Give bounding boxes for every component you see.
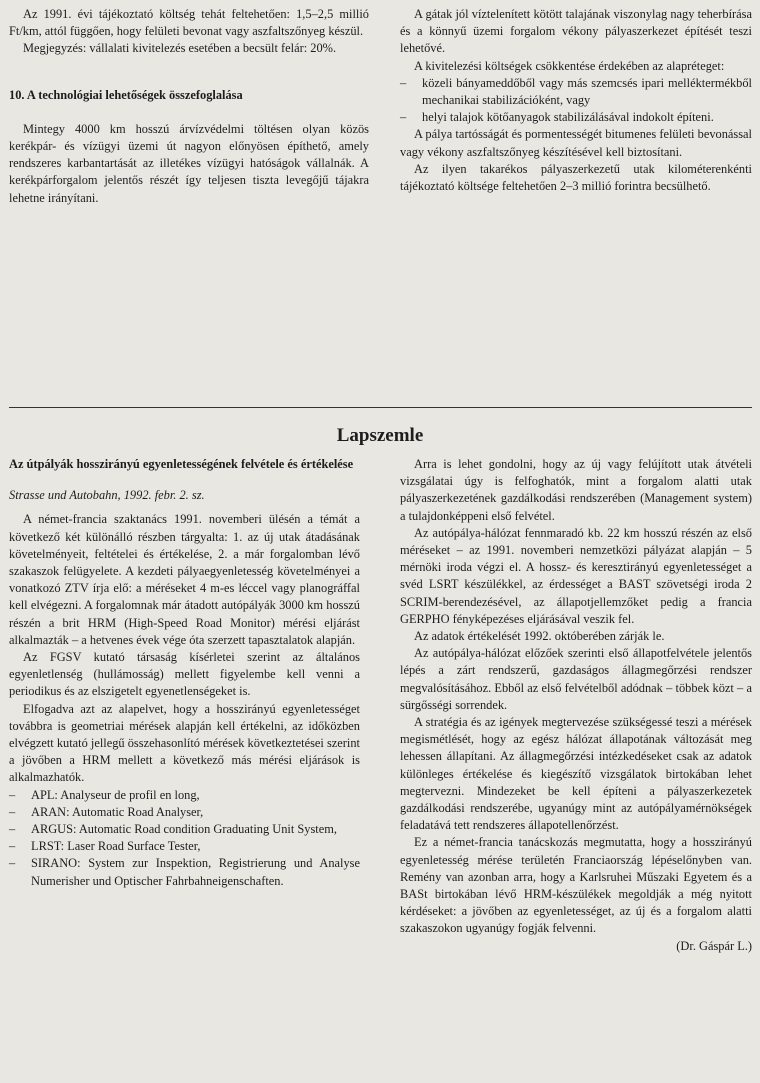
paragraph: Elfogadva azt az alapelvet, hogy a hosszirányú egyenletességet továbbra is geometriai mérések alapján kell értékelni, az időközben elvégzett kutató jellegű összehasonlító mérések következtetései szerint a jövőben a HRM mellett a következő más mérési eljárások is alkalmazhatók.	[9, 701, 360, 785]
list-item: – közeli bányameddőből vagy más szemcsés ipari melléktermékből mechanikai stabilizációként, vagy	[400, 75, 752, 109]
paragraph: A stratégia és az igények megtervezése szükségessé teszi a mérések megismétlését, hogy az egész hálózat állapotának változását meg lehessen állapítani. Az állagmegőrzési intézkedéseket csak az adatok különleges értékelése és kiegészítő vizsgálatok birtokában lehet megtervezni. Mindezeket be kell építeni a pályaszerkezetek gazdálkodási rendszerébe, ugyanúgy mint az autópályamérnökségek feladatává tett rendszeres állapotellenőrzést.	[400, 715, 752, 833]
section-divider	[9, 407, 752, 408]
paragraph: Az adatok értékelését 1992. októberében zárják le.	[414, 629, 665, 644]
list-item: – LRST: Laser Road Surface Tester,	[9, 838, 360, 855]
paragraph: A német-francia szaktanács 1991. novemberi ülésén a témát a következő két különálló részben tárgyalta: 1. az új utak átadásának követelményeit, feltételei és értékelése, 2. a már forgalomban lévő szakaszok felügyelete. A kezdeti pályaegyenletesség követelményei a vonatkozó ZTV írja elő: a méréseket 4 m-es léccel vagy planográffal kell elvégezni. A forgalomnak már átadott autópályák 3000 km hosszú részén a brit HRM (High-Speed Road Monitor) mérési eljárást alkalmazták – a hetvenes évek vége óta szerzett tapasztalatok alapján.	[9, 512, 360, 647]
paragraph: Megjegyzés: vállalati kivitelezés esetében a becsült felár: 20%.	[23, 41, 337, 56]
paragraph: Az ilyen takarékos pályaszerkezetű utak kilométerenkénti tájékoztató költsége feltehetően 2–3 millió forintra becsülhető.	[400, 161, 752, 194]
paragraph: Az autópálya-hálózat előzőek szerinti első állapotfelvétele jelentős lépés a zárt rendszerű, gazdaságos állagmegőrzési rendszer megvalósításához. Ebből az első felvételből adódnak – többek közt – a sürgősségi sorrendek.	[400, 646, 752, 712]
list-item: – ARAN: Automatic Road Analyser,	[9, 804, 360, 821]
list-item: – APL: Analyseur de profil en long,	[9, 787, 360, 804]
paragraph: Az 1991. évi tájékoztató költség tehát feltehetően: 1,5–2,5 millió Ft/km, attól függően, hogy felületi bevonat vagy aszfaltszőnyeg készül.	[9, 7, 369, 39]
article-right-column	[400, 456, 752, 955]
list-item: – SIRANO: System zur Inspektion, Registrierung und Analyse Numerisher und Optischer Fahrbahneigenschaften.	[9, 855, 360, 889]
top-left-column	[9, 6, 369, 207]
section-heading: 10. A technológiai lehetőségek összefoglalása	[9, 87, 243, 102]
method-list	[9, 787, 360, 890]
signature: (Dr. Gáspár L.)	[676, 938, 752, 953]
list-item: – helyi talajok kötőanyagok stabilizálásával indokolt építeni.	[400, 109, 752, 126]
paragraph: A kivitelezési költségek csökkentése érdekében az alapréteget:	[414, 58, 725, 73]
top-right-column	[400, 6, 752, 195]
paragraph: Az FGSV kutató társaság kísérletei szerint az általános egyenletlenség (hullámosság) mellett figyelembe kell venni a periodikus és az elszigetelt egyenetlenségeket is.	[9, 650, 360, 699]
list-item: – ARGUS: Automatic Road condition Graduating Unit System,	[9, 821, 360, 838]
dash-list	[400, 75, 752, 127]
paragraph: Ez a német-francia tanácskozás megmutatta, hogy a hosszirányú egyenletesség mérése területén Franciaország lépéselőnyben van. Remény van azonban arra, hogy a Karlsruhei Műszaki Egyetem és a BASt birtokában lévő HRM-készülékek megoldják a még nyitott kérdéseket: a jövőben az egyenletességet, az új és a forgalom alatti szakaszokon ugyanúgy fogják felvenni.	[400, 835, 752, 936]
paragraph: Mintegy 4000 km hosszú árvízvédelmi töltésen olyan közös kerékpár- és vízügyi üzemi út nagyon előnyösen építhető, amely rendszeres karbantartását az illetékes vízügyi hatóságok vállalnák. A kerékpárforgalom jelentős részét így teljesen tiszta levegőjű tájakra lehetne irányítani.	[9, 121, 369, 205]
article-source: Strasse und Autobahn, 1992. febr. 2. sz.	[9, 488, 205, 503]
article-title: Az útpályák hosszirányú egyenletességének felvétele és értékelése	[9, 457, 354, 471]
paragraph: A pálya tartósságát és pormentességét bitumenes felületi bevonással vagy vékony aszfaltszőnyeg készítésével kell biztosítani.	[400, 127, 752, 159]
masthead: Lapszemle	[336, 425, 424, 446]
article-left-column	[9, 456, 360, 890]
paragraph: Az autópálya-hálózat fennmaradó kb. 22 km hosszú részén az első méréseket – az 1991. novemberi nemzetközi pályázat alapján – 5 mérnöki iroda végzi el. A hossz- és keresztirányú egyenletességet a svéd LSRT készülékkel, az érdességet a BAST szövetségi iroda 2 SCRIM-berendezésével, az állapotjellemzőket pedig a francia GERPHO fényképezéses eljárásával veszik fel.	[400, 525, 752, 626]
paragraph: A gátak jól víztelenített kötött talajának viszonylag nagy teherbírása és a könnyű üzemi forgalom vékony pályaszerkezet építését teszi lehetővé.	[400, 7, 752, 56]
paragraph: Arra is lehet gondolni, hogy az új vagy felújított utak átvételi vizsgálatai úgy is felfoghatók, mint a forgalom alatti utak pályaszerkezetének gazdálkodási rendszerében (Management system) a tulajdonképpeni első felvétel.	[400, 457, 752, 523]
